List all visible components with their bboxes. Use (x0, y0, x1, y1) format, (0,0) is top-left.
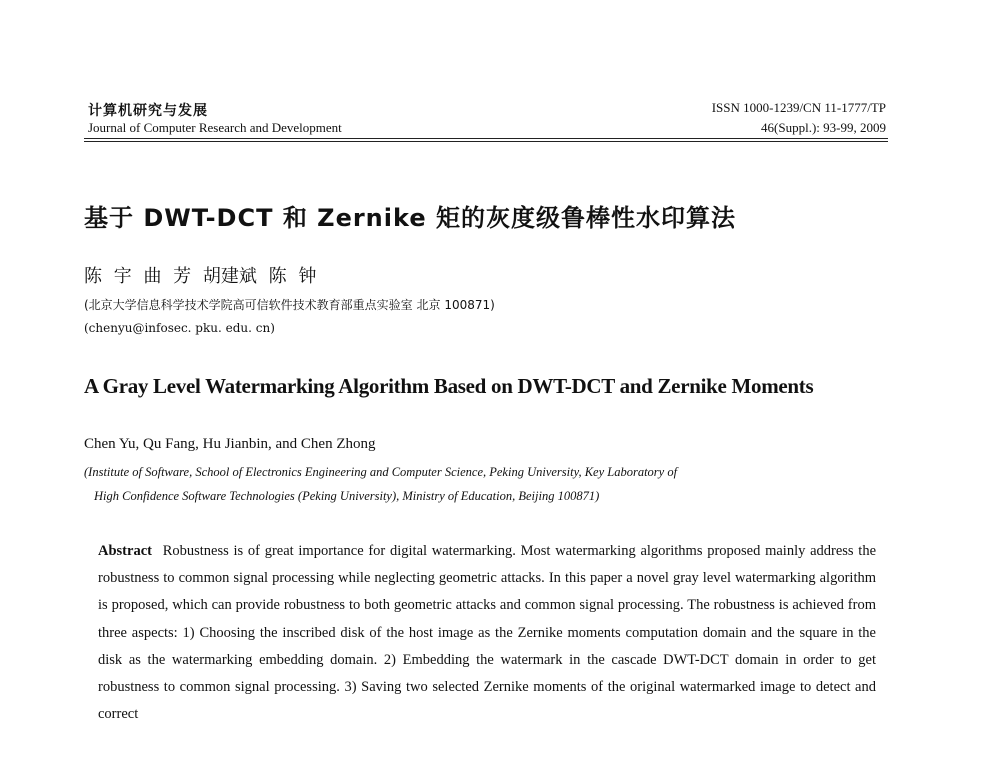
author-email: (chenyu@infosec. pku. edu. cn) (84, 321, 275, 335)
authors-cn: 陈 宇 曲 芳 胡建斌 陈 钟 (84, 266, 317, 287)
header-rule-top (84, 138, 888, 139)
journal-name-cn: 计算机研究与发展 (88, 103, 208, 119)
paper-title-cn: 基于 DWT-DCT 和 Zernike 矩的灰度级鲁棒性水印算法 (84, 204, 736, 232)
authors-en: Chen Yu, Qu Fang, Hu Jianbin, and Chen Zhong (84, 436, 376, 452)
paper-title-en: A Gray Level Watermarking Algorithm Based on DWT-DCT and Zernike Moments (84, 374, 814, 398)
affiliation-en-line2: High Confidence Software Technologies (Peking University), Ministry of Education, Beijing 100871) (94, 489, 600, 503)
header-rule-bottom (84, 141, 888, 142)
journal-issn: ISSN 1000-1239/CN 11-1777/TP (711, 100, 886, 115)
abstract-label: Abstract (98, 543, 152, 559)
journal-volume: 46(Suppl.): 93-99, 2009 (761, 120, 886, 135)
journal-name-en: Journal of Computer Research and Development (88, 120, 342, 135)
affiliation-en-line1: (Institute of Software, School of Electronics Engineering and Computer Science, Peking University, Key Laboratory of (84, 465, 678, 479)
abstract (98, 538, 876, 728)
affiliation-en (84, 460, 904, 508)
abstract-text: Robustness is of great importance for digital watermarking. Most watermarking algorithms proposed mainly address the robustness to common signal processing while neglecting geometric attacks. In this paper a novel gray level watermarking algorithm is proposed, which can provide robustness to both geometric attacks and common signal processing. The robustness is achieved from three aspects: 1) Choosing the inscribed disk of the host image as the Zernike moments computation domain and the square in the disk as the watermarking embedding domain. 2) Embedding the watermark in the cascade DWT-DCT domain in order to get robustness to common signal processing. 3) Saving two selected Zernike moments of the original watermarked image to detect and correct (98, 543, 877, 723)
affiliation-cn: (北京大学信息科学技术学院高可信软件技术教育部重点实验室 北京 100871) (84, 298, 495, 312)
